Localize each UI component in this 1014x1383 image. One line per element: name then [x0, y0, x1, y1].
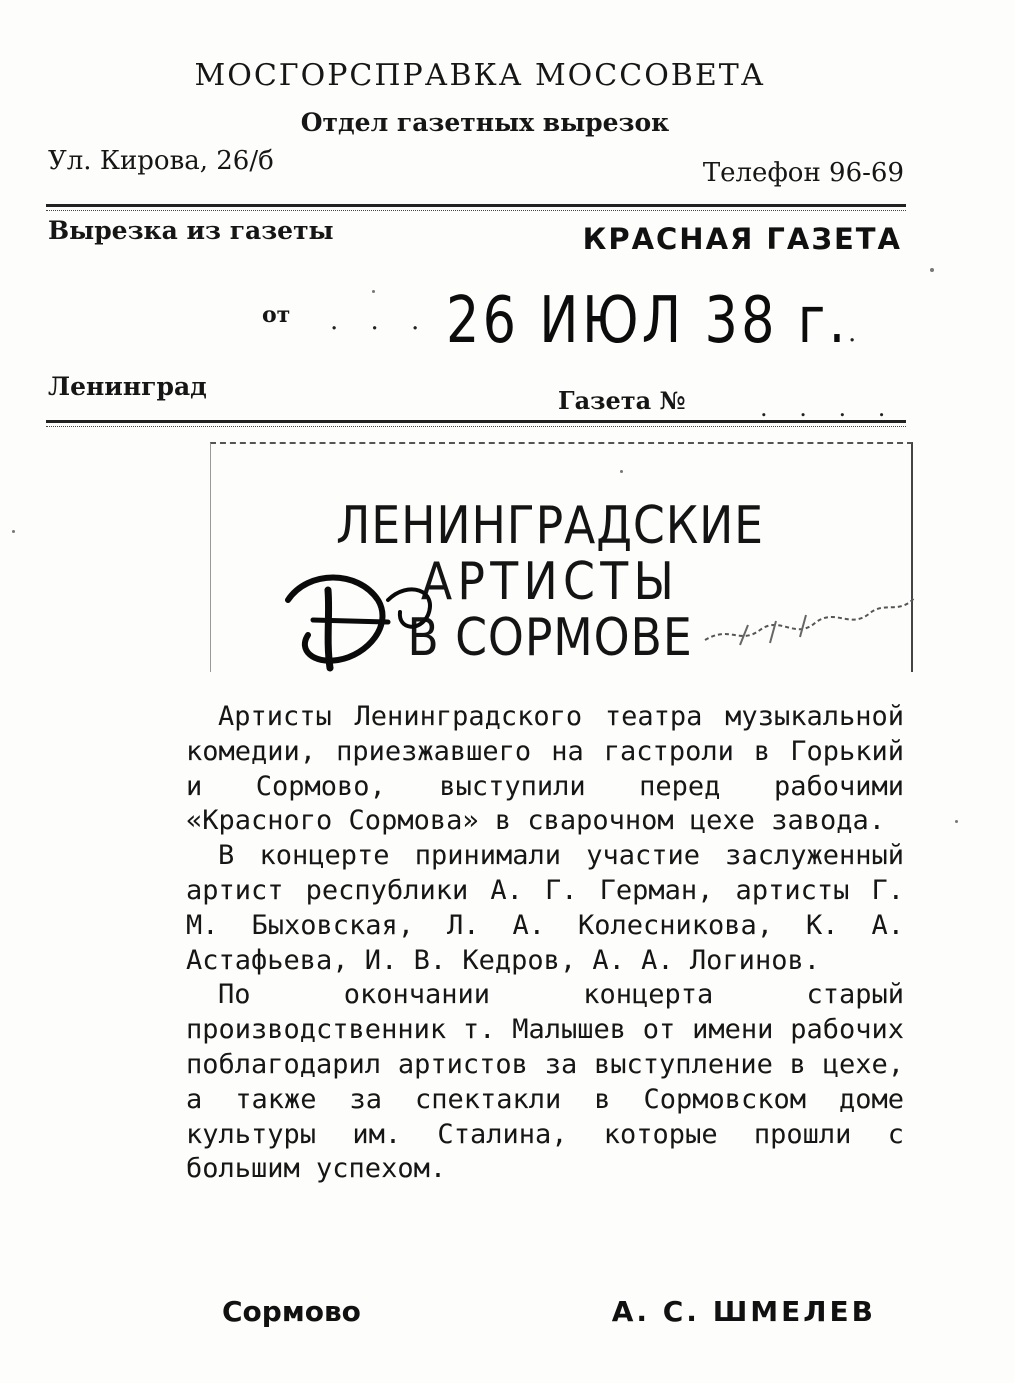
newspaper-name: КРАСНАЯ ГАЗЕТА: [582, 222, 902, 256]
paper-speck: [620, 470, 623, 473]
organization-name: МОСГОРСПРАВКА МОССОВЕТА: [194, 58, 766, 93]
issue-number-dots: . . . .: [760, 394, 898, 422]
city-name: Ленинград: [48, 372, 207, 401]
article-paragraph: В концерте принимали участие заслуженный артист республики А. Г. Герман, артисты Г. М. Быховская, Л. А. Колесникова, К. А. Астафьева, И. В. Кедров, А. А. Логинов.: [186, 840, 904, 976]
department-name: Отдел газетных вырезок: [300, 108, 670, 137]
article-paragraph: Артисты Ленинградского театра музыкальной комедии, приезжавшего на гастроли в Горький и Сормово, выступили перед рабочими «Красного Сормова» в сварочном цехе завода.: [186, 701, 904, 837]
author-name: А. С. ШМЕЛЕВ: [611, 1295, 876, 1328]
pencil-scribble-icon: [700, 585, 920, 655]
paper-speck: [12, 530, 15, 533]
phone-number: Телефон 96-69: [702, 158, 904, 188]
date-trailing-dots: .: [848, 318, 869, 348]
header-divider: [46, 204, 906, 207]
header-divider-dotted: [46, 210, 906, 211]
headline-line-3: В СОРМОВЕ: [407, 608, 693, 668]
info-divider: [46, 420, 906, 423]
date-leader-dots: . . .: [330, 306, 432, 336]
paper-speck: [930, 268, 934, 272]
address: Ул. Кирова, 26/б: [48, 146, 274, 176]
info-divider-dotted: [46, 426, 906, 427]
handwritten-mark-icon: [268, 560, 458, 680]
paper-speck: [372, 290, 375, 293]
dateline-place: Сормово: [222, 1295, 361, 1328]
clipping-label: Вырезка из газеты: [48, 216, 334, 245]
headline-line-1: ЛЕНИНГРАДСКИЕ: [336, 496, 764, 556]
paper-speck: [955, 820, 958, 823]
article-paragraph: По окончании концерта старый производственник т. Малышев от имени рабочих поблагодарил артистов за выступление в цехе, а также за спектакли в Сормовском доме культуры им. Сталина, которые прошли с большим успехом.: [186, 979, 904, 1185]
issue-number-label: Газета №: [558, 386, 686, 415]
date-label: от: [262, 302, 291, 328]
article-body: [186, 700, 904, 1187]
headline-line-2: АРТИСТЫ: [420, 552, 680, 612]
date-stamp: 26 ИЮЛ 38 г.: [446, 284, 849, 358]
